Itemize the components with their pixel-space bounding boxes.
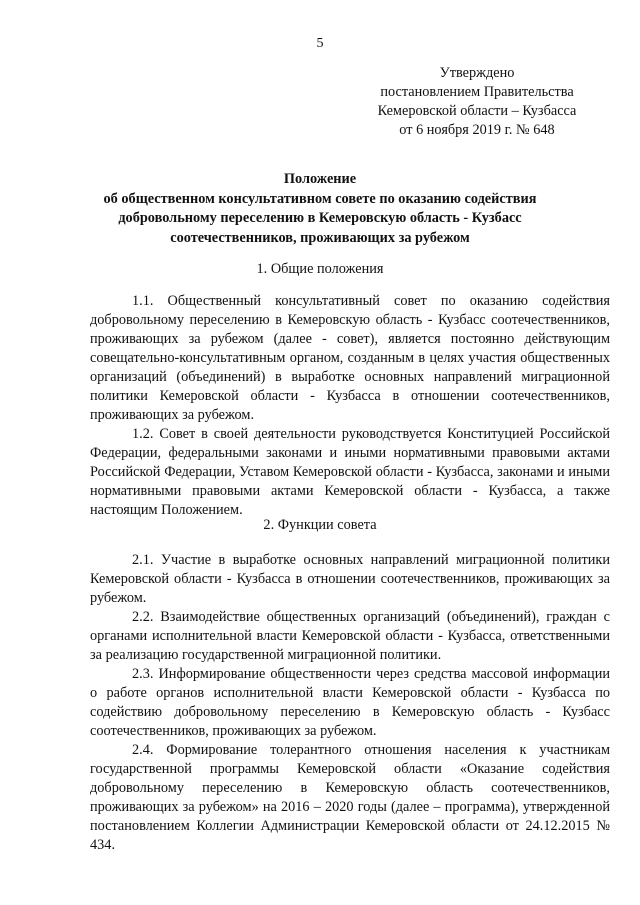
page-number: 5 — [316, 36, 324, 51]
paragraph-2-1: 2.1. Участие в выработке основных направлений миграционной политики Кемеровской области - Кузбасса в отношении соотечественников, проживающих за рубежом. — [90, 552, 610, 606]
section-heading-general: 1. Общие положения — [256, 261, 384, 277]
paragraph-2-2: 2.2. Взаимодействие общественных организаций (объединений), граждан с органами исполнительной власти Кемеровской области - Кузбасса, ответственными за реализацию государственной миграционной политики. — [90, 609, 610, 663]
paragraph-1-2: 1.2. Совет в своей деятельности руководствуется Конституцией Российской Федерации, федеральными законами и иными нормативными правовыми актами Российской Федерации, Уставом Кемеровской области - Кузбасса, законами и иными нормативными правовыми актами Кемеровской области - Кузбасса, а также настоящим Положением. — [90, 426, 610, 518]
title-line: добровольному переселению в Кемеровскую область - Кузбасс — [118, 210, 522, 226]
approval-line: постановлением Правительства — [380, 84, 574, 100]
paragraph-2-4: 2.4. Формирование толерантного отношения населения к участникам государственной программы Кемеровской области «Оказание содействия добровольному переселению в Кемеровскую область соотечественников, проживающих за рубежом» на 2016 – 2020 годы (далее – программа), утвержденной постановлением Коллегии Администрации Кемеровской области от 24.12.2015 № 434. — [90, 742, 610, 853]
section-general-body — [90, 292, 610, 520]
approval-line: от 6 ноября 2019 г. № 648 — [399, 122, 555, 138]
paragraph-2-3: 2.3. Информирование общественности через средства массовой информации о работе органов исполнительной власти Кемеровской области - Кузбасса по содействию добровольному переселению в Кемеровскую область - Кузбасс соотечественников, проживающих за рубежом. — [90, 666, 610, 739]
approval-block — [352, 64, 602, 140]
document-title — [60, 170, 580, 248]
approval-line: Утверждено — [439, 65, 515, 81]
title-line: соотечественников, проживающих за рубежом — [170, 229, 470, 246]
approval-line: Кемеровской области – Кузбасса — [377, 103, 577, 119]
title-line: Положение — [283, 171, 357, 187]
title-line: об общественном консультативном совете по оказанию содействия — [103, 190, 537, 207]
paragraph-1-1: 1.1. Общественный консультативный совет по оказанию содействия добровольному переселению в Кемеровскую область - Кузбасс соотечественников, проживающих за рубежом (далее - совет), является постоянно действующим совещательно-консультативным органом, созданным в целях участия общественных организаций (объединений) в выработке основных направлений миграционной политики Кемеровской области - Кузбасса в отношении соотечественников, проживающих за рубежом. — [90, 293, 610, 423]
section-functions-body — [90, 551, 610, 855]
section-heading-functions: 2. Функции совета — [263, 517, 377, 533]
